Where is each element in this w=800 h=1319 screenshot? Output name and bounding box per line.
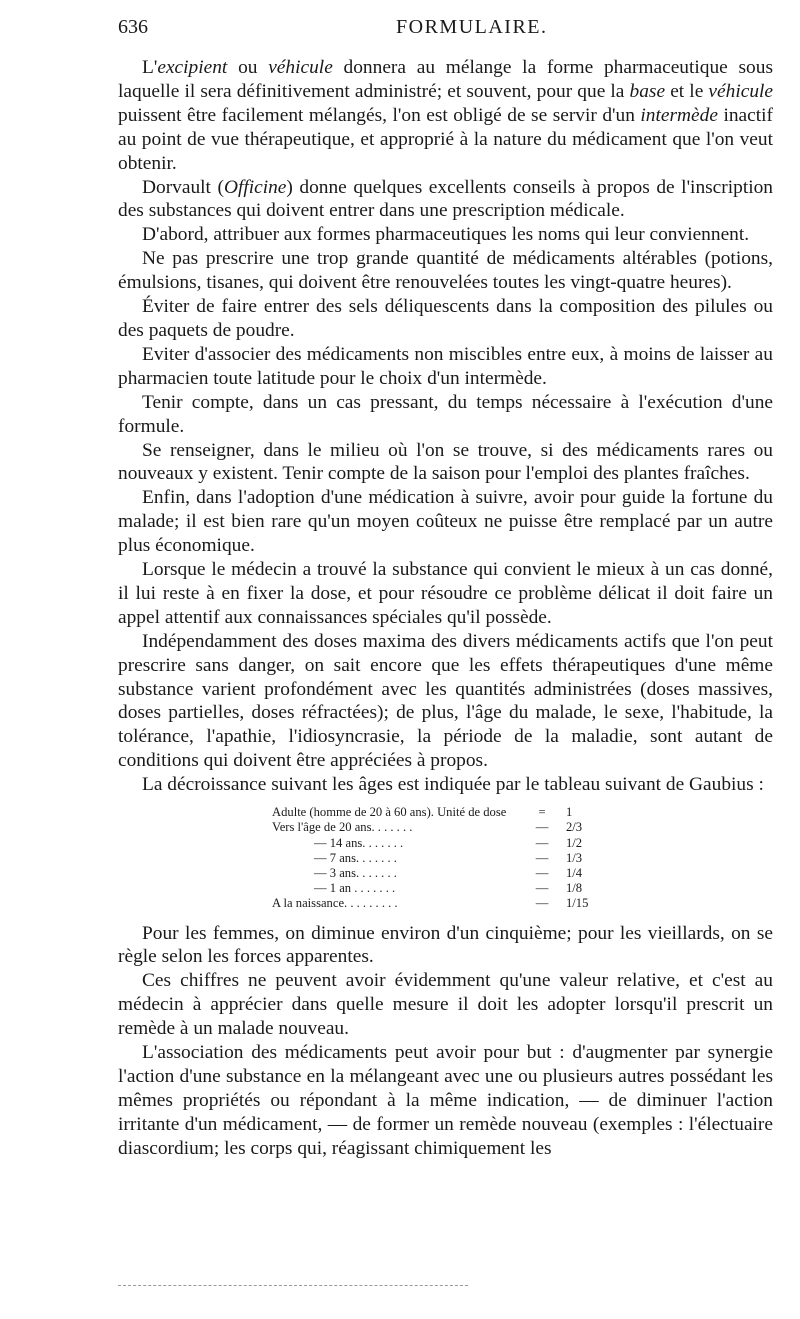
row-label: Vers l'âge de 20 ans. . . . . . . [272, 820, 413, 835]
italic-term: base [629, 80, 666, 102]
text-run: donnera au mélange la forme pharmaceutique sous laquelle il sera définitivement administré; et souvent, pour que la [118, 57, 773, 102]
paragraph: L'association des médicaments peut avoir pour but : d'augmenter par synergie l'action d'une substance en la mélangeant avec une ou plusieurs autres possédant les mêmes propriétés ou répondant à la même indication, — de diminuer l'action irritante d'un médicament, — de former un remède nouveau (exemples : l'électuaire diascordium; les corps qui, réagissant chimiquement les [118, 1042, 773, 1159]
row-value: 1/15 [566, 896, 589, 911]
row-label: — 3 ans. . . . . . . [314, 865, 397, 880]
running-title: FORMULAIRE. [396, 16, 548, 38]
table-row [272, 866, 612, 881]
paragraph: Éviter de faire entrer des sels déliquescents dans la composition des pilules ou des paquets de poudre. [118, 296, 773, 341]
row-value: 1 [566, 805, 573, 820]
row-dash: — [535, 865, 549, 880]
table-row [272, 896, 612, 911]
paragraph: Eviter d'associer des médicaments non miscibles entre eux, à moins de laisser au pharmacien toute latitude pour le choix d'un intermède. [118, 343, 773, 389]
text-run: L' [142, 57, 158, 78]
row-value: 1/3 [566, 850, 583, 865]
paragraph: D'abord, attribuer aux formes pharmaceutiques les noms qui leur conviennent. [142, 224, 750, 246]
body-text [118, 56, 773, 1161]
text-run: Dorvault ( [142, 176, 224, 198]
row-value: 1/4 [566, 865, 583, 880]
italic-term: intermède [640, 104, 718, 126]
text-run: puissent être facilement mélangés, l'on est obligé de se servir d'un [118, 104, 641, 126]
row-dash: — [535, 820, 549, 835]
paragraph-dorvault [118, 176, 773, 224]
page-header [118, 16, 768, 46]
row-dash: — [535, 850, 549, 865]
italic-term: véhicule [268, 57, 333, 78]
paragraph: Pour les femmes, on diminue environ d'un cinquième; pour les vieillards, on se règle selon les forces apparentes. [118, 922, 773, 968]
row-dash: = [538, 805, 546, 820]
paragraph: Lorsque le médecin a trouvé la substance qui convient le mieux à un cas donné, il lui reste à en fixer la dose, et pour résoudre ce problème délicat il doit faire un appel attentif aux connaissances spéciales qu'il possède. [118, 559, 773, 628]
italic-term: véhicule [708, 80, 774, 102]
text-run: ou [227, 57, 269, 78]
paragraph: Ne pas prescrire une trop grande quantité de médicaments altérables (potions, émulsions, tisanes, qui doivent être renouvelées toutes les vingt-quatre heures). [118, 248, 773, 294]
table-row [272, 836, 612, 851]
row-value: 2/3 [566, 820, 583, 835]
row-label: Adulte (homme de 20 à 60 ans). Unité de dose [272, 805, 507, 820]
text-run: ) donne quelques excellents conseils à propos de l'inscription des substances qui doivent entrer dans une prescription médicale. [118, 176, 773, 222]
text-run: inactif au point de vue thérapeutique, et approprié à la nature du médicament que l'on veut obtenir. [118, 104, 773, 174]
row-value: 1/8 [566, 881, 583, 896]
paragraph: Ces chiffres ne peuvent avoir évidemment qu'une valeur relative, et c'est au médecin à apprécier dans quelle mesure il doit les adopter lorsqu'il prescrit un remède à un malade nouveau. [118, 970, 773, 1040]
italic-term: excipient [157, 57, 228, 78]
paragraph: Se renseigner, dans le milieu où l'on se trouve, si des médicaments rares ou nouveaux y existent. Tenir compte de la saison pour l'emploi des plantes fraîches. [118, 439, 773, 485]
row-dash: — [535, 835, 549, 850]
table-row [272, 805, 612, 820]
paragraph: Indépendamment des doses maxima des divers médicaments actifs que l'on peut prescrire sans danger, on sait encore que les effets thérapeutiques d'une même substance varient profondément avec les quantités administrées (doses massives, doses partielles, doses réfractées); de plus, l'âge du malade, le sexe, l'habitude, la tolérance, l'apathie, l'idiosyncrasie, la période de la maladie, sont autant de conditions qui doivent être appréciées à propos. [118, 630, 773, 772]
footer-dotted-rule [118, 1285, 468, 1286]
table-row [272, 820, 612, 835]
paragraph: Tenir compte, dans un cas pressant, du temps nécessaire à l'exécution d'une formule. [118, 391, 773, 437]
dosage-table [272, 805, 612, 911]
row-label: — 7 ans. . . . . . . [314, 850, 397, 865]
row-label: — 1 an . . . . . . . [314, 881, 396, 896]
row-label: — 14 ans. . . . . . . [314, 835, 404, 850]
row-label: A la naissance. . . . . . . . . [272, 896, 398, 911]
italic-term: Officine [223, 176, 287, 198]
table-row [272, 881, 612, 896]
row-value: 1/2 [566, 835, 583, 850]
paragraph: La décroissance suivant les âges est indiquée par le tableau suivant de Gaubius : [142, 774, 764, 796]
paragraph-excipient [118, 56, 773, 176]
page-number: 636 [118, 16, 148, 38]
paragraph: Enfin, dans l'adoption d'une médication à suivre, avoir pour guide la fortune du malade; il est bien rare qu'un moyen coûteux ne puisse être remplacé par un autre plus économique. [118, 487, 773, 557]
row-dash: — [535, 881, 549, 896]
text-run: et le [665, 80, 709, 102]
table-row [272, 851, 612, 866]
row-dash: — [535, 896, 549, 911]
